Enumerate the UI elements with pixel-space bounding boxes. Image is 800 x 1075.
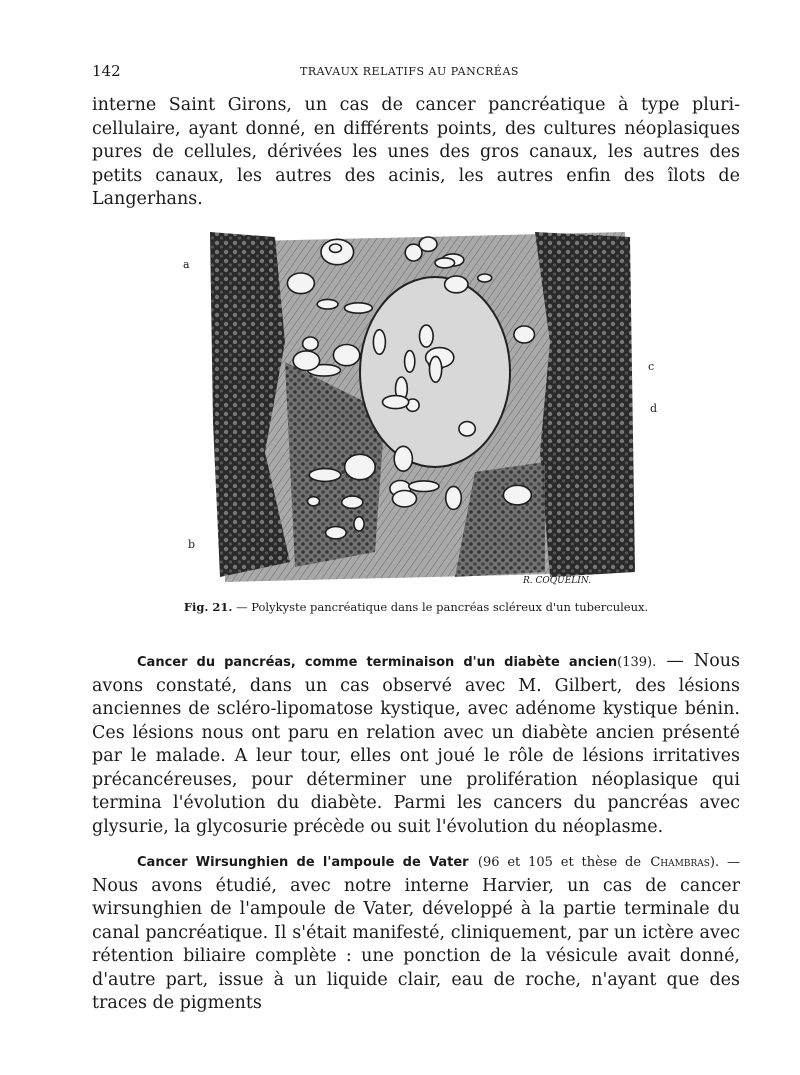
section-heading-diabetes: Cancer du pancréas, comme terminaison d'un diabète ancien [137,655,618,670]
cyst [373,330,385,355]
cyst [342,496,363,508]
figure-label-c: c [648,360,655,373]
cyst [405,351,415,373]
cyst [478,274,492,282]
cyst [330,244,342,252]
section-reference-name: Chambras [650,855,710,870]
cyst [420,325,434,347]
cyst [293,351,319,371]
cyst [405,244,422,261]
histology-illustration [205,222,640,592]
cyst [345,454,376,479]
histology-figure [183,222,658,592]
section-reference-prefix: (96 et 105 et thèse de [477,855,642,870]
acinar-tissue-right [535,232,635,577]
cyst [287,273,314,294]
cyst [383,396,409,409]
cyst [309,469,341,482]
cyst [303,337,319,350]
cyst [503,485,531,505]
cyst [345,303,373,313]
cyst [394,446,412,471]
section-dash: — [666,651,684,671]
cyst [514,326,535,343]
section-body-diabetes: Nous avons constaté, dans un cas observé avec M. Gilbert, des lésions anciennes de scléro-lipomatose kystique, avec adénome kystique bénin. Ces lésions nous ont paru en relation avec un diabète ancien présenté par le malade. A leur tour, elles ont joué le rôle de lésions irritatives précancéreuses, pour déterminer une prolifération néoplasique qui termina l'évolution du diabète. Parmi les cancers du pancréas avec glysurie, la glycosurie précède ou suit l'évolution du néoplasme. [92,651,740,837]
cyst [393,491,417,507]
figure-label-b: b [188,538,196,551]
cyst [354,517,364,531]
cyst [459,422,475,436]
running-title: TRAVAUX RELATIFS AU PANCRÉAS [300,65,519,78]
section-reference-diabetes: (139). [617,655,657,670]
figure-label-d: d [650,402,658,415]
cyst [446,486,462,509]
page-header [92,62,740,82]
section-wirsung [92,850,740,1016]
cyst [317,299,338,309]
cyst [326,527,347,539]
figure-number: Fig. 21. [183,600,233,614]
cyst [445,276,468,293]
cyst [409,481,439,492]
figure-label-a: a [183,258,190,271]
section-body-wirsung: Nous avons étudié, avec notre interne Harvier, un cas de cancer wirsunghien de l'ampoule de Vater, développé à la partie terminale du canal pancréatique. Il s'était manifesté, cliniquement, par un ictère avec rétention biliaire complète : une ponction de la vésicule avait donné, d'autre part, issue à un liquide clair, eau de roche, n'ayant que des traces de pigments [92,875,740,1013]
figure-caption-text: — Polykyste pancréatique dans le pancréas scléreux d'un tuberculeux. [236,600,649,614]
cyst [430,356,442,382]
figure-caption [92,600,740,614]
cyst [435,258,455,268]
artist-signature: R. COQUELIN. [523,576,591,586]
section-diabetes [92,650,740,839]
paragraph-intro: interne Saint Girons, un cas de cancer pancréatique à type pluri-cellulaire, ayant donné, en différents points, des cultures néoplasiques pures de cellules, dérivées les unes des gros canaux, les autres des petits canaux, les autres des acinis, les autres enfin des îlots de Langerhans. [92,95,740,209]
cyst [308,497,320,506]
page-number: 142 [92,62,121,80]
section-heading-wirsung: Cancer Wirsunghien de l'ampoule de Vater [137,855,469,870]
section-reference-suffix: ). — [709,855,740,870]
cyst [333,345,359,366]
